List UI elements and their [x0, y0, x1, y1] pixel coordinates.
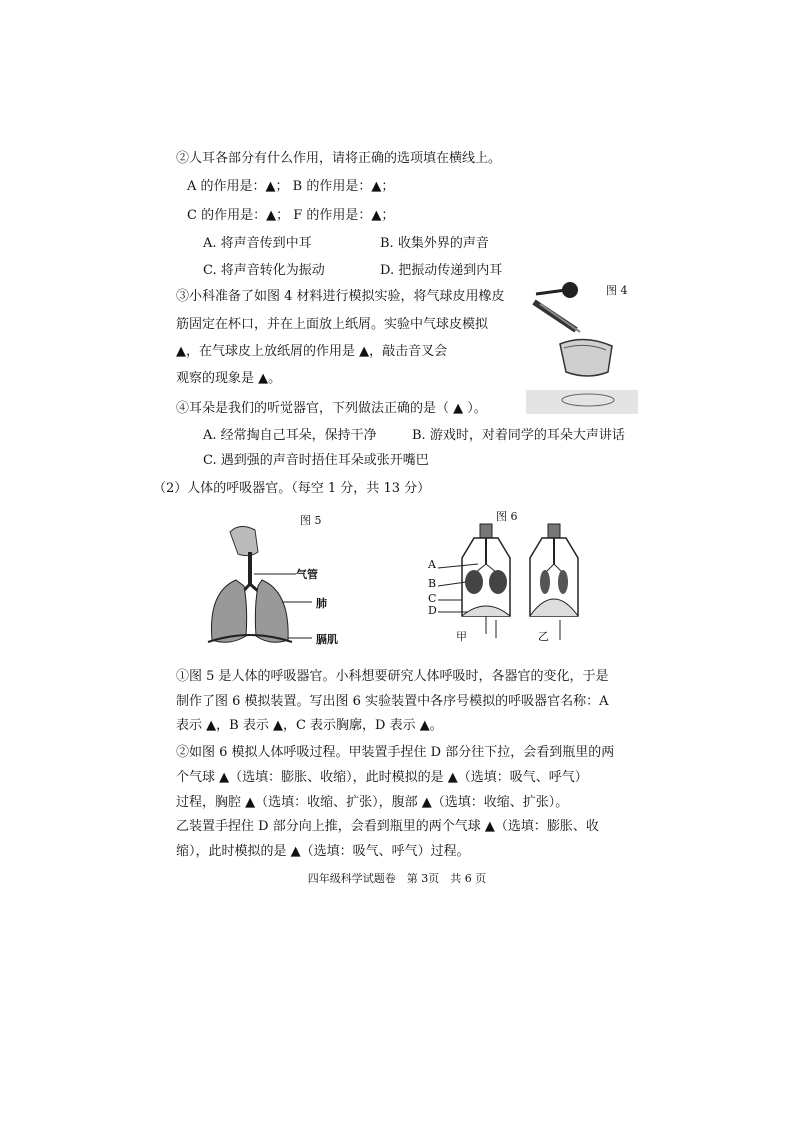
figure-5-diaphragm-label: 膈肌 [316, 633, 338, 646]
figure-5-trachea-label: 气管 [296, 568, 318, 581]
figure-4-label: 图 4 [606, 284, 628, 297]
figure-5-lung-label: 肺 [316, 597, 327, 610]
figure-6-label-b: B [428, 577, 437, 590]
q3-line1: ③小科准备了如图 4 材料进行模拟实验，将气球皮用橡皮 [176, 289, 505, 304]
figure-6-label-a: A [428, 558, 436, 571]
figure-6-label-c: C [428, 592, 437, 605]
q2-option-c: C. 将声音转化为振动 [203, 263, 325, 278]
q6-line4: 乙装置手捏住 D 部分向上推，会看到瓶里的两个气球 ▲（选填：膨胀、收 [176, 819, 599, 834]
q4-option-b: B. 游戏时，对着同学的耳朵大声讲话 [412, 428, 625, 443]
q5-line2: 制作了图 6 模拟装置。写出图 6 实验装置中各序号模拟的呼吸器官名称：A [176, 694, 609, 709]
figure-6-label-jia: 甲 [456, 630, 467, 643]
q3-line4: 观察的现象是 ▲。 [176, 371, 282, 386]
figure-6-label-d: D [428, 604, 437, 617]
q6-line2: 个气球 ▲（选填：膨胀、收缩），此时模拟的是 ▲（选填：吸气、呼气） [176, 770, 588, 785]
q6-line3: 过程，胸腔 ▲（选填：收缩、扩张），腹部 ▲（选填：收缩、扩张）。 [176, 795, 569, 810]
q4-prompt: ④耳朵是我们的听觉器官，下列做法正确的是（ ▲ ）。 [176, 401, 487, 416]
q6-line5: 缩），此时模拟的是 ▲（选填：吸气、呼气）过程。 [176, 844, 470, 859]
section-2-heading: （2）人体的呼吸器官。（每空 1 分，共 13 分） [153, 481, 431, 496]
figure-5-title: 图 5 [300, 514, 322, 527]
q3-line3: ▲，在气球皮上放纸屑的作用是 ▲，敲击音叉会 [176, 344, 448, 359]
figure-6-title: 图 6 [496, 510, 518, 523]
q2-row1: A 的作用是：▲； B 的作用是：▲； [187, 179, 395, 194]
q5-line3: 表示 ▲，B 表示 ▲，C 表示胸廓，D 表示 ▲。 [176, 718, 443, 733]
q4-option-a: A. 经常掏自己耳朵，保持干净 [203, 428, 377, 443]
q4-option-c: C. 遇到强的声音时捂住耳朵或张开嘴巴 [203, 453, 429, 468]
q3-line2: 筋固定在杯口，并在上面放上纸屑。实验中气球皮模拟 [176, 317, 489, 332]
q2-option-d: D. 把振动传递到内耳 [380, 263, 503, 278]
q2-row2: C 的作用是：▲； F 的作用是：▲； [187, 208, 395, 223]
q5-line1: ①图 5 是人体的呼吸器官。小科想要研究人体呼吸时，各器官的变化，于是 [176, 669, 609, 684]
figure-6-image [430, 520, 590, 650]
q2-option-b: B. 收集外界的声音 [380, 236, 489, 251]
figure-6-label-yi: 乙 [538, 630, 549, 643]
page-footer: 四年级科学试题卷 第 3页 共 6 页 [307, 872, 487, 885]
q6-line1: ②如图 6 模拟人体呼吸过程。甲装置手捏住 D 部分往下拉，会看到瓶里的两 [176, 745, 615, 760]
q2-prompt: ②人耳各部分有什么作用，请将正确的选项填在横线上。 [176, 151, 502, 166]
q2-option-a: A. 将声音传到中耳 [203, 236, 312, 251]
